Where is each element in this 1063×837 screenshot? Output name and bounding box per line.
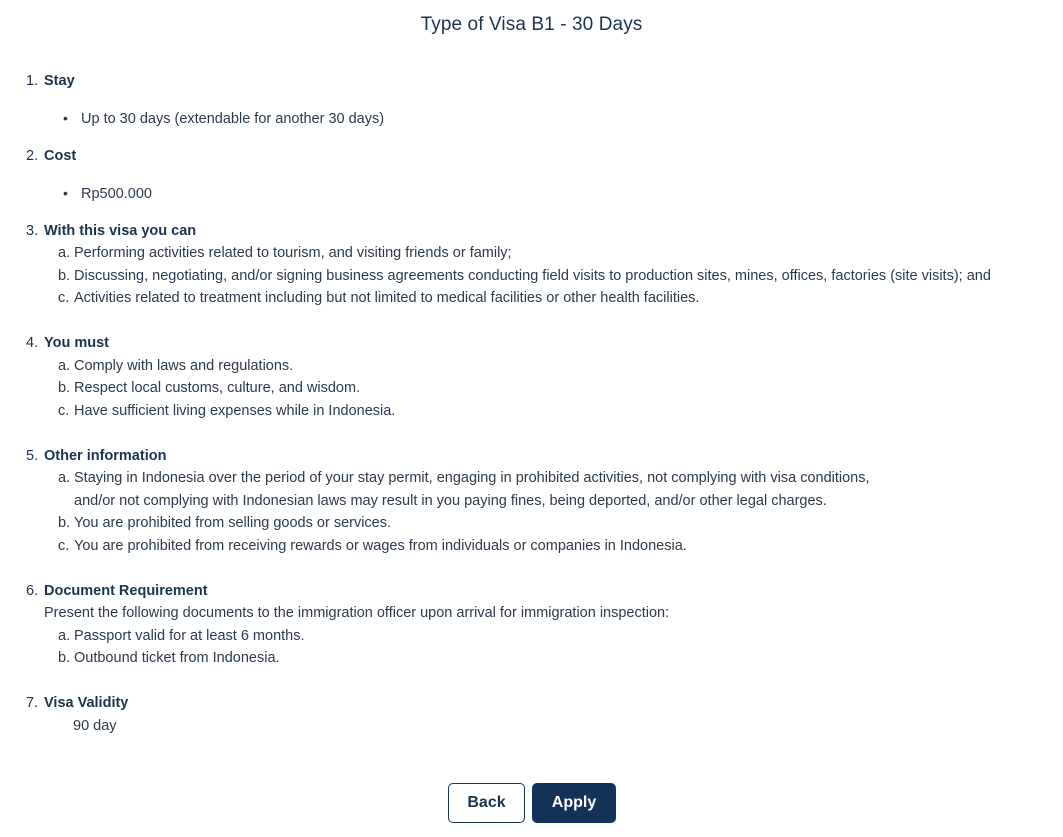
section-heading: Cost — [44, 148, 77, 164]
list-item: b. Outbound ticket from Indonesia. — [58, 650, 280, 666]
list-item-continuation: and/or not complying with Indonesian laws may result in you paying fines, being deported, and/or other legal charges. — [74, 493, 827, 509]
section-number: 3. — [26, 223, 39, 239]
section-cost — [26, 148, 76, 164]
list-item: a. Performing activities related to tourism, and visiting friends or family; — [58, 245, 512, 261]
section-heading: Visa Validity — [44, 695, 129, 711]
section-stay — [26, 73, 75, 89]
list-item: c. You are prohibited from receiving rewards or wages from individuals or companies in Indonesia. — [58, 538, 687, 554]
bullet-icon: • — [63, 110, 68, 126]
list-item: a. Staying in Indonesia over the period of your stay permit, engaging in prohibited activities, not complying with visa conditions, — [58, 470, 870, 486]
list-item: • Up to 30 days (extendable for another 30 days) — [63, 110, 385, 127]
list-item: a. Passport valid for at least 6 months. — [58, 628, 305, 644]
section-document-requirement — [26, 583, 208, 599]
list-item: b. Discussing, negotiating, and/or signing business agreements conducting field visits to production sites, mines, offices, factories (site visits); and — [58, 268, 991, 284]
section-heading: You must — [44, 335, 109, 351]
section-heading: With this visa you can — [44, 223, 197, 239]
section-other-information — [26, 448, 166, 464]
list-item: • Rp500.000 — [63, 185, 152, 202]
list-item: a. Comply with laws and regulations. — [58, 358, 294, 374]
page-title: Type of Visa B1 - 30 Days — [420, 14, 643, 35]
section-obligations — [26, 335, 109, 351]
section-number: 6. — [26, 583, 39, 599]
section-number: 1. — [26, 73, 39, 89]
apply-button[interactable]: Apply — [532, 783, 616, 823]
back-button[interactable]: Back — [448, 783, 525, 823]
section-heading: Document Requirement — [44, 583, 208, 599]
list-item: b. Respect local customs, culture, and wisdom. — [58, 380, 361, 396]
section-heading: Other information — [44, 448, 167, 464]
section-number: 2. — [26, 148, 39, 164]
section-activities — [26, 223, 196, 239]
section-heading: Stay — [44, 73, 75, 89]
document-intro: Present the following documents to the immigration officer upon arrival for immigration inspection: — [44, 605, 670, 621]
list-item: c. Activities related to treatment including but not limited to medical facilities or other health facilities. — [58, 290, 700, 306]
list-item: b. You are prohibited from selling goods or services. — [58, 515, 392, 531]
section-number: 5. — [26, 448, 39, 464]
list-item: c. Have sufficient living expenses while in Indonesia. — [58, 403, 396, 419]
section-number: 7. — [26, 695, 39, 711]
visa-validity-value: 90 day — [73, 718, 117, 734]
section-visa-validity — [26, 695, 128, 711]
section-number: 4. — [26, 335, 39, 351]
bullet-icon: • — [63, 185, 68, 201]
